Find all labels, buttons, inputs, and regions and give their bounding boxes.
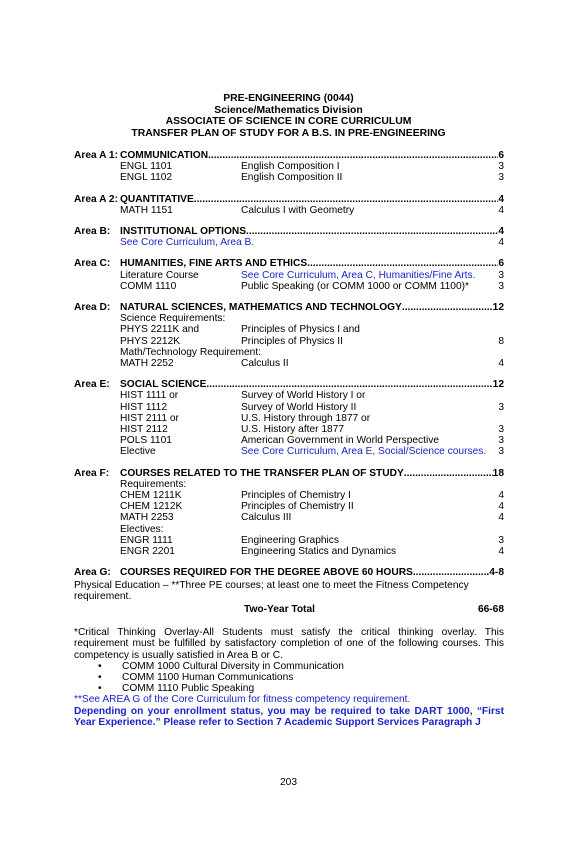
course-row — [74, 424, 504, 435]
course-row — [74, 336, 504, 347]
course-code: Requirements: — [120, 478, 187, 490]
area-tag: Area E: — [74, 379, 110, 391]
course-code: ENGR 1111 — [120, 534, 173, 546]
course-row — [74, 161, 504, 172]
plan-title: TRANSFER PLAN OF STUDY FOR A B.S. IN PRE-ENGINEERING — [131, 127, 446, 139]
area-section — [74, 567, 504, 578]
area-section — [74, 194, 504, 216]
area-title: HUMANITIES, FINE ARTS AND ETHICS — [120, 258, 308, 270]
total-hours: 66-68 — [477, 603, 504, 615]
list-item: • COMM 1000 Cultural Diversity in Communication — [74, 661, 504, 672]
area-title: NATURAL SCIENCES, MATHEMATICS AND TECHNOLOGY — [120, 302, 402, 314]
area-heading — [74, 194, 504, 205]
critical-thinking-course-list — [74, 661, 504, 695]
course-title: English Composition II — [241, 172, 343, 184]
area-heading — [74, 150, 504, 161]
course-code: POLS 1101 — [120, 435, 172, 447]
area-heading — [74, 379, 504, 390]
area-heading — [74, 226, 504, 237]
dot-leader — [208, 150, 498, 161]
course-row — [74, 324, 504, 335]
course-title: American Government in World Perspective — [241, 435, 439, 447]
course-row — [74, 490, 504, 501]
course-title: See Core Curriculum, Area E, Social/Science courses. — [241, 446, 487, 458]
dot-leader — [413, 567, 489, 578]
course-title: See Core Curriculum, Area C, Humanities/Fine Arts. — [241, 269, 476, 281]
course-title: Survey of World History II — [241, 401, 357, 413]
course-title: Engineering Graphics — [241, 534, 339, 546]
course-code: Literature Course — [120, 269, 199, 281]
course-hours: 4 — [498, 501, 504, 513]
course-code: Elective — [120, 446, 156, 458]
fitness-footnote: **See AREA G of the Core Curriculum for fitness competency requirement. — [74, 694, 411, 706]
area-title: COMMUNICATION — [120, 150, 209, 161]
course-hours — [494, 313, 504, 324]
course-title — [241, 313, 494, 324]
area-title: QUANTITATIVE — [120, 193, 194, 205]
course-row — [74, 172, 504, 183]
division-name: Science/Mathematics Division — [214, 104, 363, 116]
course-hours: 3 — [498, 280, 504, 292]
course-title: Calculus I with Geometry — [241, 204, 355, 216]
course-row — [74, 479, 504, 490]
list-item: • COMM 1100 Human Communications — [74, 672, 504, 683]
course-hours: 3 — [498, 534, 504, 546]
course-hours: 3 — [498, 446, 504, 458]
course-title: Principles of Physics II — [241, 335, 343, 347]
course-hours: 4 — [498, 512, 504, 524]
course-title — [254, 237, 494, 248]
course-title — [241, 524, 494, 535]
course-code: CHEM 1211K — [120, 490, 182, 502]
course-code: Science Requirements: — [120, 313, 226, 325]
course-row — [74, 402, 504, 413]
area-title: COURSES RELATED TO THE TRANSFER PLAN OF STUDY — [120, 467, 404, 479]
page-number: 203 — [280, 777, 297, 788]
dot-leader — [404, 468, 493, 479]
course-row — [74, 512, 504, 523]
course-row — [74, 205, 504, 216]
course-code: MATH 2253 — [120, 512, 174, 524]
course-code: Math/Technology Requirement: — [120, 346, 262, 358]
dot-leader — [194, 194, 499, 205]
area-tag: Area G: — [74, 567, 111, 579]
course-hours: 3 — [498, 172, 504, 184]
dot-leader — [307, 258, 498, 269]
course-title — [241, 479, 494, 490]
area-section — [74, 468, 504, 558]
course-code: HIST 1111 or — [120, 390, 179, 402]
area-section — [74, 379, 504, 457]
area-hours: 4-8 — [489, 567, 504, 579]
course-code: Electives: — [120, 523, 164, 535]
area-section — [74, 226, 504, 248]
course-hours — [494, 413, 504, 424]
course-hours — [494, 479, 504, 490]
course-code: PHYS 2211K and — [120, 324, 200, 336]
area-hours: 18 — [492, 467, 504, 479]
course-row — [74, 535, 504, 546]
course-code: HIST 2112 — [120, 424, 168, 436]
area-tag: Area A 1: — [74, 150, 118, 161]
area-title: SOCIAL SCIENCE — [120, 379, 207, 391]
course-row — [74, 281, 504, 292]
course-code: MATH 1151 — [120, 204, 173, 216]
course-hours: 4 — [498, 546, 504, 558]
area-title: INSTITUTIONAL OPTIONS — [120, 226, 247, 238]
area-hours: 6 — [498, 258, 504, 270]
course-title: English Composition I — [241, 161, 340, 173]
course-hours: 3 — [498, 161, 504, 173]
course-title: U.S. History after 1877 — [241, 424, 345, 436]
course-row — [74, 501, 504, 512]
critical-thinking-note: *Critical Thinking Overlay-All Students must satisfy the critical thinking overlay. This requirement must be fulfilled by satisfactory completion of one of the following courses. This competency is usually satisfied in Area B or C. — [74, 627, 504, 661]
course-title: Principles of Chemistry II — [241, 501, 354, 513]
course-title: Engineering Statics and Dynamics — [241, 546, 397, 558]
list-item: • COMM 1110 Public Speaking — [74, 683, 504, 694]
course-code: ENGR 2201 — [120, 546, 175, 558]
course-row — [74, 270, 504, 281]
course-row — [74, 413, 504, 424]
course-hours: 4 — [498, 358, 504, 370]
document-header — [0, 93, 577, 139]
course-row — [74, 237, 504, 248]
course-title: Calculus III — [241, 512, 292, 524]
course-code: ENGL 1102 — [120, 172, 173, 184]
course-code: MATH 2252 — [120, 358, 174, 370]
course-title: Public Speaking (or COMM 1000 or COMM 1100)* — [241, 280, 469, 292]
dot-leader — [402, 302, 493, 313]
area-tag: Area D: — [74, 302, 111, 314]
course-hours — [494, 347, 504, 358]
course-title: Survey of World History I or — [241, 390, 366, 402]
course-hours: 8 — [498, 335, 504, 347]
dot-leader — [206, 379, 492, 390]
area-tag: Area C: — [74, 258, 111, 270]
course-code: See Core Curriculum, Area B. — [120, 237, 255, 249]
course-title: Principles of Physics I and — [241, 324, 360, 336]
area-hours: 6 — [498, 150, 504, 161]
area-heading — [74, 258, 504, 269]
area-section — [74, 258, 504, 292]
course-code: CHEM 1212K — [120, 501, 183, 513]
course-code: PHYS 2212K — [120, 335, 181, 347]
area-hours: 4 — [498, 226, 504, 238]
course-row — [74, 446, 504, 457]
area-heading — [74, 302, 504, 313]
course-title: U.S. History through 1877 or — [241, 412, 371, 424]
total-label: Two-Year Total — [244, 603, 315, 615]
course-hours — [494, 324, 504, 335]
area-heading — [74, 468, 504, 479]
area-section — [74, 150, 504, 184]
course-code: COMM 1110 — [120, 280, 177, 292]
course-row — [74, 313, 504, 324]
area-hours: 4 — [498, 193, 504, 205]
area-hours: 12 — [492, 379, 504, 391]
course-row — [74, 347, 504, 358]
course-hours: 3 — [498, 435, 504, 447]
dot-leader — [246, 226, 498, 237]
course-hours: 4 — [498, 204, 504, 216]
area-hours: 12 — [492, 302, 504, 314]
area-section — [74, 302, 504, 369]
curriculum-areas — [74, 150, 504, 728]
course-hours: 3 — [498, 401, 504, 413]
course-title — [261, 347, 494, 358]
course-code: HIST 2111 or — [120, 412, 179, 424]
course-title: Calculus II — [241, 358, 289, 370]
course-hours: 4 — [498, 237, 504, 249]
enrollment-note: Depending on your enrollment status, you may be required to take DART 1000, “First Year Experience.” Please refer to Section 7 Academic Support Services Paragraph J — [74, 705, 504, 728]
course-hours: 4 — [498, 490, 504, 502]
area-title: COURSES REQUIRED FOR THE DEGREE ABOVE 60 HOURS — [120, 567, 413, 579]
physical-education-note: Physical Education – **Three PE courses; at least one to meet the Fitness Competency requirement. — [74, 579, 469, 602]
course-hours — [494, 390, 504, 401]
program-title: PRE-ENGINEERING (0044) — [223, 93, 354, 104]
course-row — [74, 524, 504, 535]
area-tag: Area B: — [74, 226, 111, 238]
course-title: Principles of Chemistry I — [241, 490, 351, 502]
degree-title: ASSOCIATE OF SCIENCE IN CORE CURRICULUM — [165, 116, 412, 128]
course-row — [74, 546, 504, 557]
area-heading — [74, 567, 504, 578]
course-hours — [494, 524, 504, 535]
two-year-total — [74, 604, 504, 615]
course-hours: 3 — [498, 269, 504, 281]
course-code: HIST 1112 — [120, 401, 168, 413]
course-code: ENGL 1101 — [120, 161, 173, 173]
course-row — [74, 358, 504, 369]
area-tag: Area A 2: — [74, 193, 118, 205]
course-hours: 3 — [498, 424, 504, 436]
area-tag: Area F: — [74, 467, 110, 479]
course-row — [74, 390, 504, 401]
course-row — [74, 435, 504, 446]
